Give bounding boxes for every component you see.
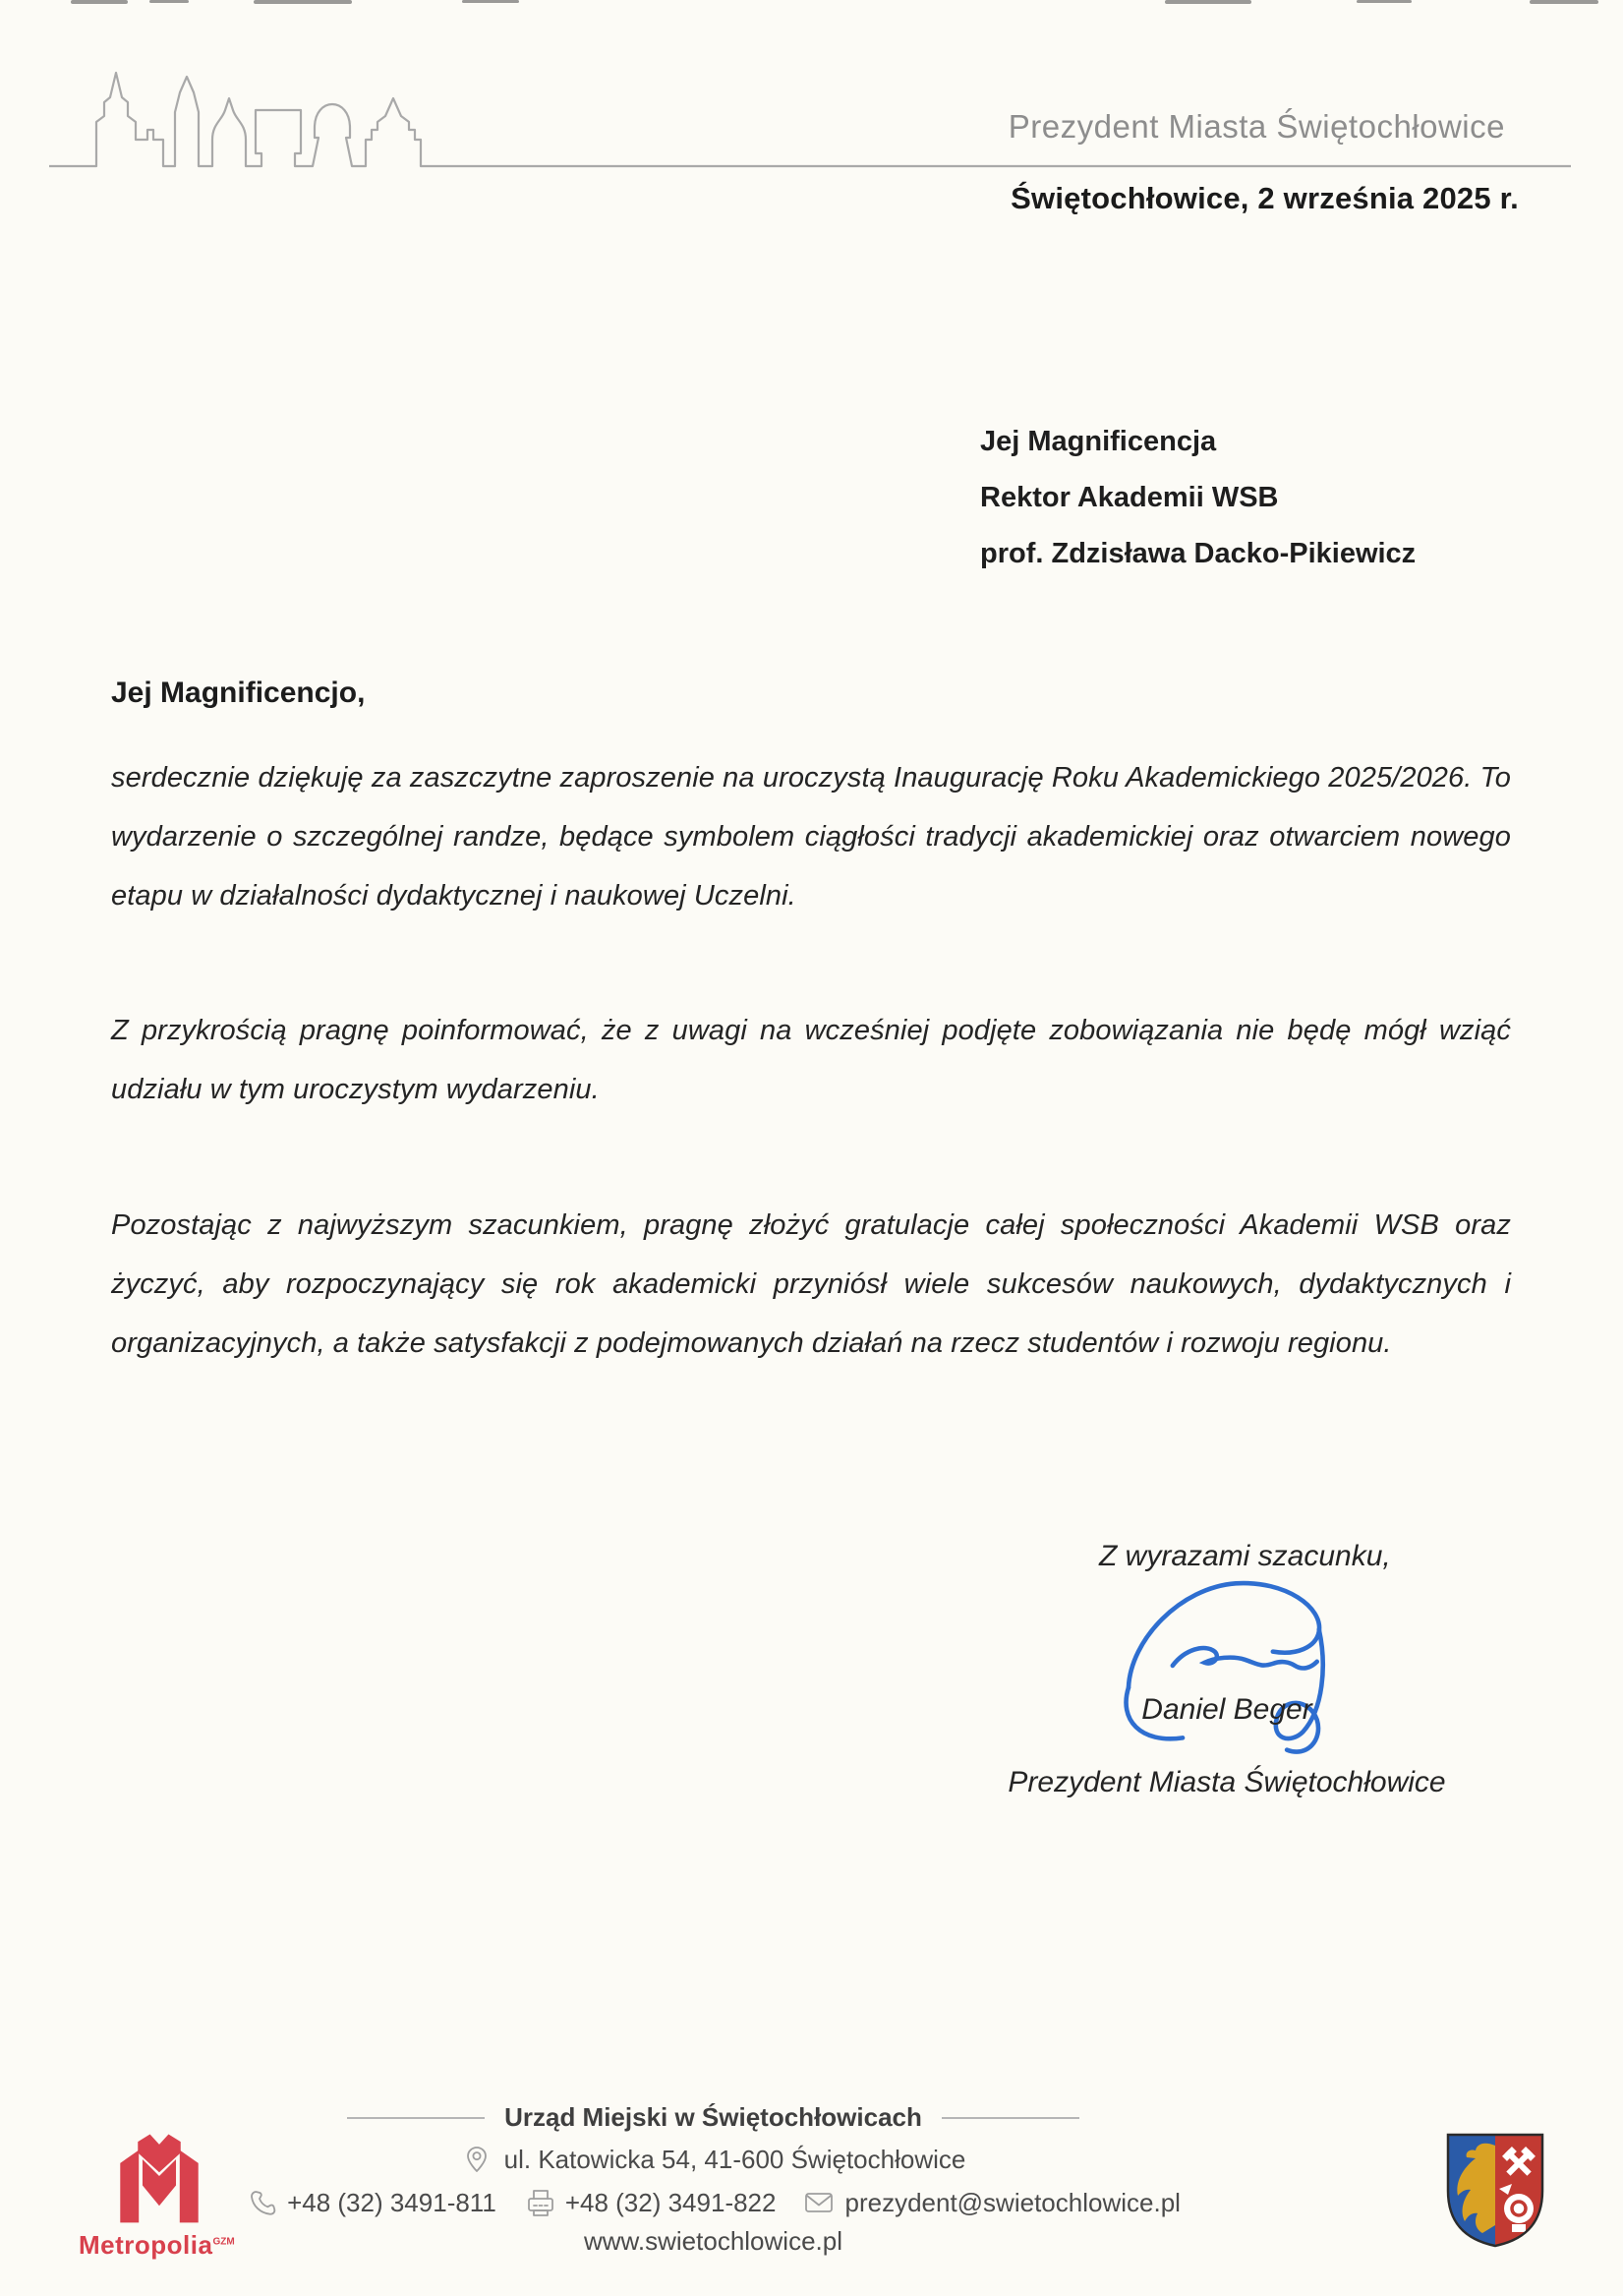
footer-website: www.swietochlowice.pl [584, 2226, 842, 2256]
phone-icon [246, 2187, 277, 2218]
valediction: Z wyrazami szacunku, [1099, 1540, 1391, 1572]
scan-smudge [149, 0, 189, 3]
salutation: Jej Magnificencjo, [111, 677, 366, 709]
recipient-line-name: prof. Zdzisława Dacko-Pikiewicz [980, 538, 1417, 569]
footer-address: ul. Katowicka 54, 41-600 Świętochłowice [503, 2144, 966, 2174]
footer-office-name: Urząd Miejski w Świętochłowicach [504, 2102, 922, 2132]
handwritten-signature [1109, 1569, 1353, 1770]
metropolia-label: Metropolia [79, 2230, 213, 2260]
footer-phone: +48 (32) 3491-811 [287, 2187, 496, 2217]
signer-title: Prezydent Miasta Świętochłowice [1008, 1766, 1446, 1798]
scan-smudge [254, 0, 352, 4]
signer-name: Daniel Beger [1141, 1693, 1312, 1726]
metropolia-logo [90, 2126, 228, 2228]
scan-smudge [1165, 0, 1251, 4]
scan-smudge [71, 0, 128, 4]
city-coat-of-arms [1443, 2130, 1547, 2252]
email-icon [803, 2187, 835, 2218]
fax-icon [524, 2187, 555, 2218]
body-paragraph-3: Pozostając z najwyższym szacunkiem, pragnę złożyć gratulacje całej społeczności Akademii WSB oraz życzyć, aby rozpoczynający się rok akademicki przyniósł wiele sukcesów naukowych, dydaktycznych i organizacyjnych, a także satysfakcji z podejmowanych działań na rzecz studentów i rozwoju regionu. [111, 1209, 1511, 1359]
footer-email: prezydent@swietochlowice.pl [844, 2187, 1181, 2217]
metropolia-superscript: GZM [212, 2236, 235, 2248]
divider-line [347, 2117, 485, 2119]
recipient-block [980, 414, 1416, 582]
sender-office-title: Prezydent Miasta Świętochłowice [1008, 108, 1505, 145]
recipient-line-role: Rektor Akademii WSB [980, 482, 1279, 513]
recipient-line-honorific: Jej Magnificencja [980, 426, 1217, 457]
metropolia-wordmark [79, 2230, 275, 2261]
scan-smudge [1357, 0, 1412, 3]
scan-smudge [1530, 0, 1598, 4]
letter-date: Świętochłowice, 2 września 2025 r. [1011, 181, 1519, 215]
footer-fax: +48 (32) 3491-822 [564, 2187, 777, 2217]
body-paragraph-2: Z przykrością pragnę poinformować, że z uwagi na wcześniej podjęte zobowiązania nie będę mógł wziąć udziału w tym uroczystym wydarzeniu. [111, 1015, 1511, 1105]
scan-smudge [462, 0, 519, 3]
location-pin-icon [461, 2144, 493, 2175]
body-paragraph-1: serdecznie dziękuję za zaszczytne zaproszenie na uroczystą Inaugurację Roku Akademickiego 2025/2026. To wydarzenie o szczególnej randze, będące symbolem ciągłości tradycji akademickiej oraz otwarciem nowego etapu w działalności dydaktycznej i naukowej Uczelni. [111, 762, 1511, 912]
divider-line [942, 2117, 1079, 2119]
